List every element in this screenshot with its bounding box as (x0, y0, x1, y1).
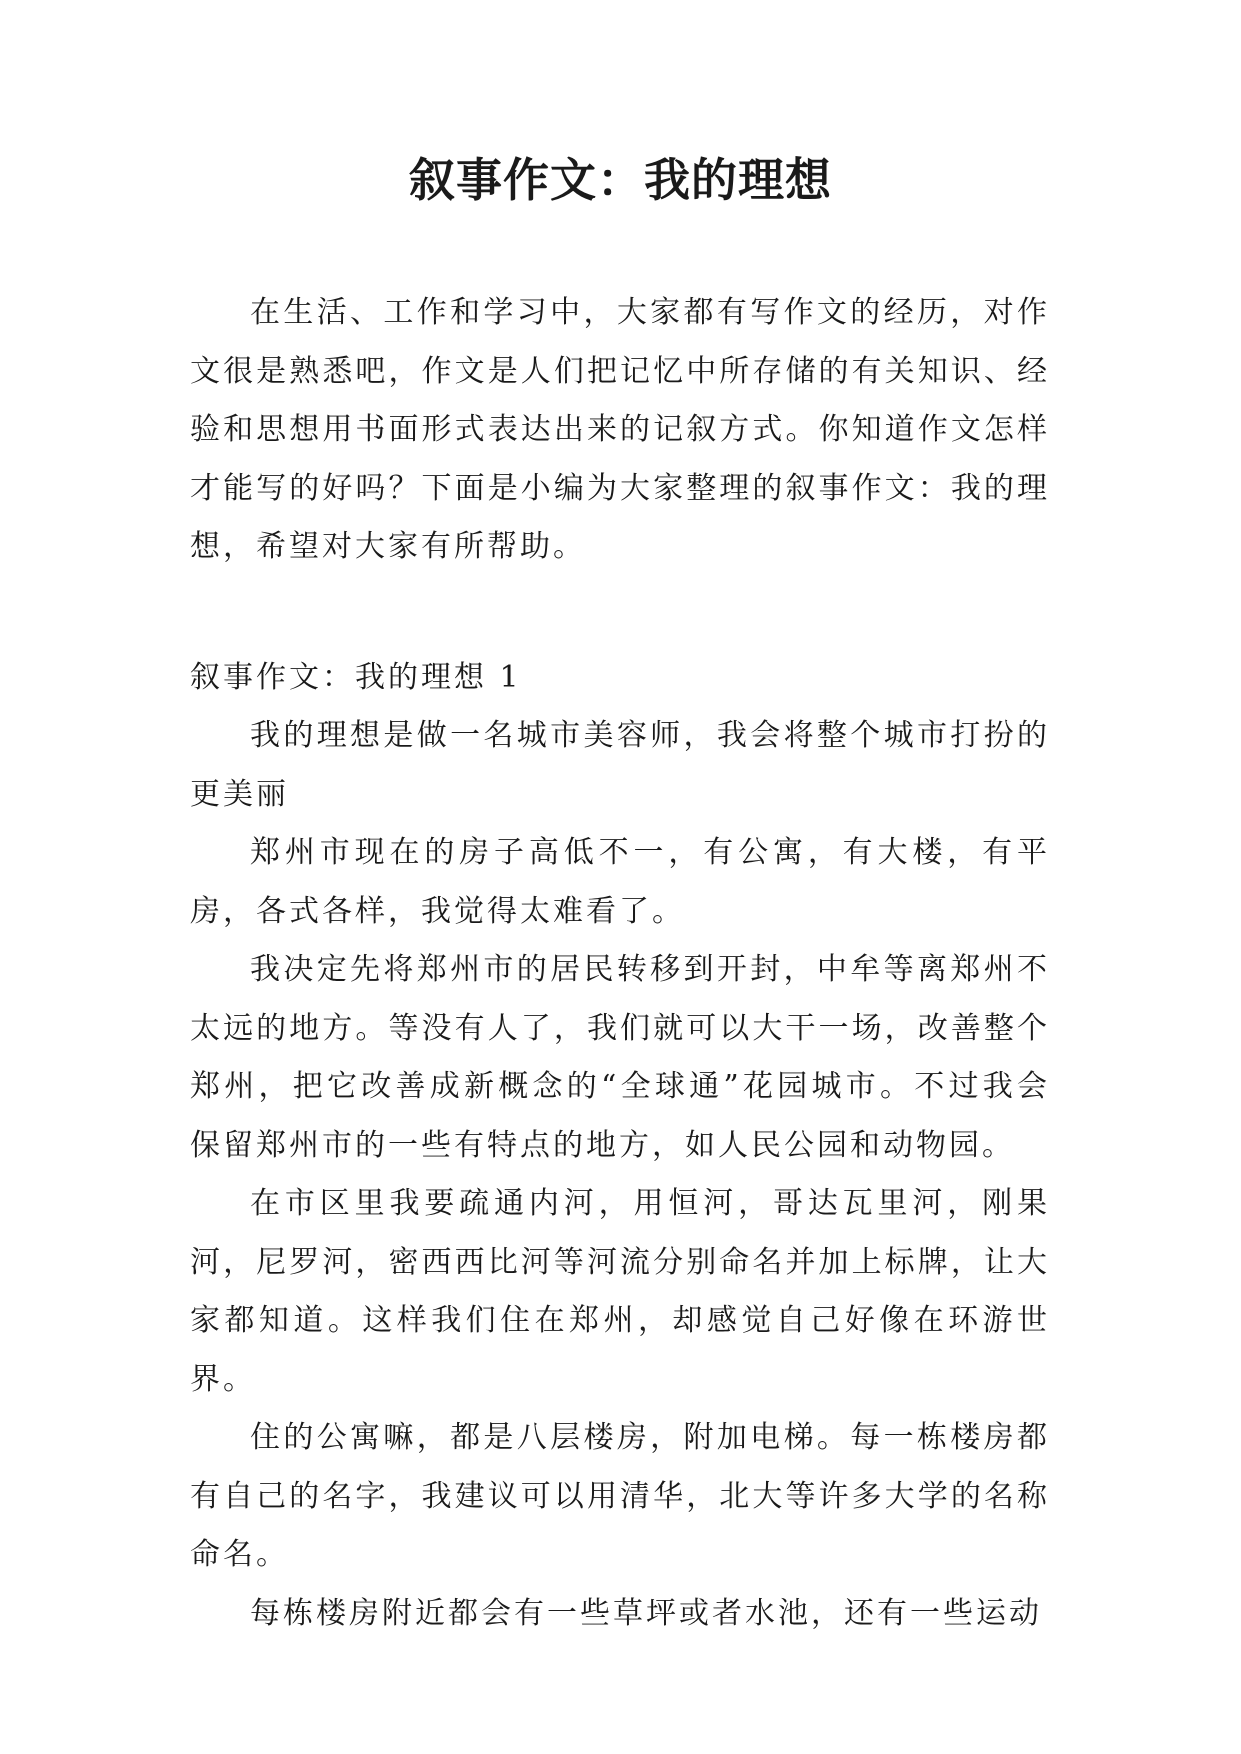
intro-paragraph: 在生活、工作和学习中，大家都有写作文的经历，对作文很是熟悉吧，作文是人们把记忆中所存储的有关知识、经验和思想用书面形式表达出来的记叙方式。你知道作文怎样才能写的好吗？下面是小编为大家整理的叙事作文：我的理想，希望对大家有所帮助。 (190, 295, 1050, 564)
body-paragraph: 住的公寓嘛，都是八层楼房，附加电梯。每一栋楼房都有自己的名字，我建议可以用清华，北大等许多大学的名称命名。 (190, 1420, 1050, 1572)
document-body (190, 284, 1050, 1643)
document-title: 叙事作文：我的理想 (409, 153, 832, 207)
body-paragraph: 在市区里我要疏通内河，用恒河，哥达瓦里河，刚果河，尼罗河，密西西比河等河流分别命名并加上标牌，让大家都知道。这样我们住在郑州，却感觉自己好像在环游世界。 (190, 1186, 1050, 1397)
body-paragraph: 郑州市现在的房子高低不一，有公寓，有大楼，有平房，各式各样，我觉得太难看了。 (190, 835, 1050, 929)
section-heading: 叙事作文：我的理想 1 (190, 659, 522, 695)
body-paragraph: 我的理想是做一名城市美容师，我会将整个城市打扮的更美丽 (190, 718, 1050, 812)
body-paragraph: 我决定先将郑州市的居民转移到开封，中牟等离郑州不太远的地方。等没有人了，我们就可以大干一场，改善整个郑州，把它改善成新概念的“全球通”花园城市。不过我会保留郑州市的一些有特点的地方，如人民公园和动物园。 (190, 952, 1050, 1163)
body-paragraph: 每栋楼房附近都会有一些草坪或者水池，还有一些运动 (250, 1595, 1042, 1631)
paragraph-gap (190, 577, 1050, 649)
